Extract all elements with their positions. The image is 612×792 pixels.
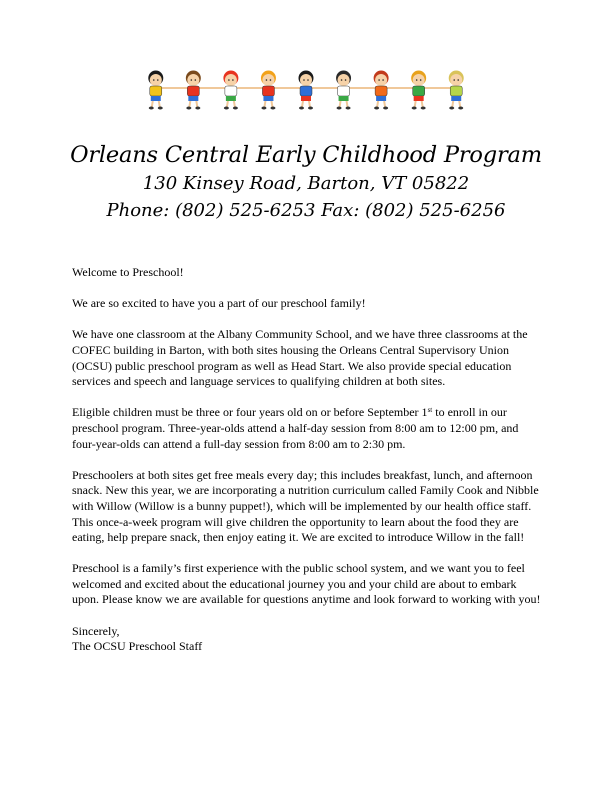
child-pants [188,96,198,101]
child-leg [302,101,303,107]
child-shoe [346,107,351,110]
child-shoe [308,107,313,110]
child-eye [345,79,347,81]
child-shoe [158,107,163,110]
child-shoe [233,107,238,110]
child-face [338,74,350,86]
letter-body [72,265,542,655]
child-face [300,74,312,86]
child-eye [420,79,422,81]
child-shirt [262,86,274,96]
child-eye [153,79,155,81]
signature: The OCSU Preschool Staff [72,639,203,654]
child-pants [451,96,461,101]
child-shoe [421,107,426,110]
child-shirt [150,86,162,96]
child-leg [234,101,235,107]
child-pants [414,96,424,101]
child-pants [301,96,311,101]
child-shirt [338,86,350,96]
classrooms-paragraph: We have one classroom at the Albany Community School, and we have three classrooms at the COFEC building in Barton, with both sites housing the Orleans Central Supervisory Union (OCSU) public preschool program as well as Head Start. We also provide special education services and speech and language services to qualifying children at both sites. [72,327,528,389]
child-eye [341,79,343,81]
child-shirt [375,86,387,96]
child-leg [384,101,385,107]
child-face [413,74,425,86]
eligibility-text-end: to enroll in our preschool program. Three-year-olds attend a half-day session from 8:00 am to 12:00 pm, and four-year-olds can attend a full-day session from 8:00 am to 2:30 pm. [72,405,519,451]
eligibility-text-start: Eligible children must be three or four years old on or before September 1 [72,405,428,420]
child-pants [339,96,349,101]
child-leg [377,101,378,107]
child-face [262,74,274,86]
greeting: Welcome to Preschool! [72,265,184,279]
child-face [225,74,237,86]
program-name: Orleans Central Early Childhood Program [70,142,542,168]
meals-paragraph: Preschoolers at both sites get free meals every day; this includes breakfast, lunch, and afternoon snack. New this year, we are incorporating a nutrition curriculum called Family Cook and Nibble with Willow (Willow is a bunny puppet!), which will be implemented by our health office staff. This once-a-week program will give children the opportunity to learn about the food they are eating, help prepare snack, then enjoy eating it. We are excited to introduce Willow in the fall! [72,467,539,545]
child-eye [191,79,193,81]
child-shoe [449,107,454,110]
child-shoe [374,107,379,110]
child-shirt [413,86,425,96]
child-leg [422,101,423,107]
child-eye [416,79,418,81]
child-shoe [383,107,388,110]
eligibility-paragraph [72,405,542,452]
child-eye [157,79,159,81]
program-phone-fax: Phone: (802) 525-6253 Fax: (802) 525-6256 [106,200,506,221]
child-eye [307,79,309,81]
child-shirt [450,86,462,96]
child-eye [378,79,380,81]
child-shoe [270,107,275,110]
child-eye [303,79,305,81]
child-face [150,74,162,86]
child-eye [457,79,459,81]
child-leg [347,101,348,107]
child-eye [453,79,455,81]
child-leg [264,101,265,107]
intro-paragraph: We are so excited to have you a part of our preschool family! [72,296,366,311]
child-shoe [149,107,154,110]
child-shirt [225,86,237,96]
child-shoe [412,107,417,110]
child-shoe [186,107,191,110]
child-pants [376,96,386,101]
child-eye [195,79,197,81]
child-eye [266,79,268,81]
child-leg [459,101,460,107]
letterhead [0,140,612,224]
child-leg [340,101,341,107]
child-eye [382,79,384,81]
ordinal-suffix: st [427,406,433,415]
child-leg [159,101,160,107]
child-pants [263,96,273,101]
program-address: 130 Kinsey Road, Barton, VT 05822 [142,173,470,194]
child-face [450,74,462,86]
child-shoe [458,107,463,110]
child-leg [415,101,416,107]
child-leg [452,101,453,107]
children-holding-hands-icon [137,66,475,110]
child-leg [309,101,310,107]
child-face [375,74,387,86]
child-shoe [299,107,304,110]
child-leg [227,101,228,107]
child-face [187,74,199,86]
child-pants [226,96,236,101]
sign-off: Sincerely, [72,623,120,638]
child-shirt [187,86,199,96]
child-shoe [261,107,266,110]
child-shoe [224,107,229,110]
closing-paragraph: Preschool is a family’s first experience with the public school system, and we want you to feel welcomed and excited about the educational journey you and your child are about to embark upon. Please know we are available for questions anytime and look forward to working with you! [72,561,541,607]
child-pants [151,96,161,101]
children-banner [137,66,475,110]
closing-block [72,624,542,655]
child-leg [196,101,197,107]
child-shoe [195,107,200,110]
child-eye [228,79,230,81]
child-eye [270,79,272,81]
child-shirt [300,86,312,96]
child-leg [152,101,153,107]
child-leg [189,101,190,107]
child-eye [232,79,234,81]
child-shoe [337,107,342,110]
child-leg [271,101,272,107]
